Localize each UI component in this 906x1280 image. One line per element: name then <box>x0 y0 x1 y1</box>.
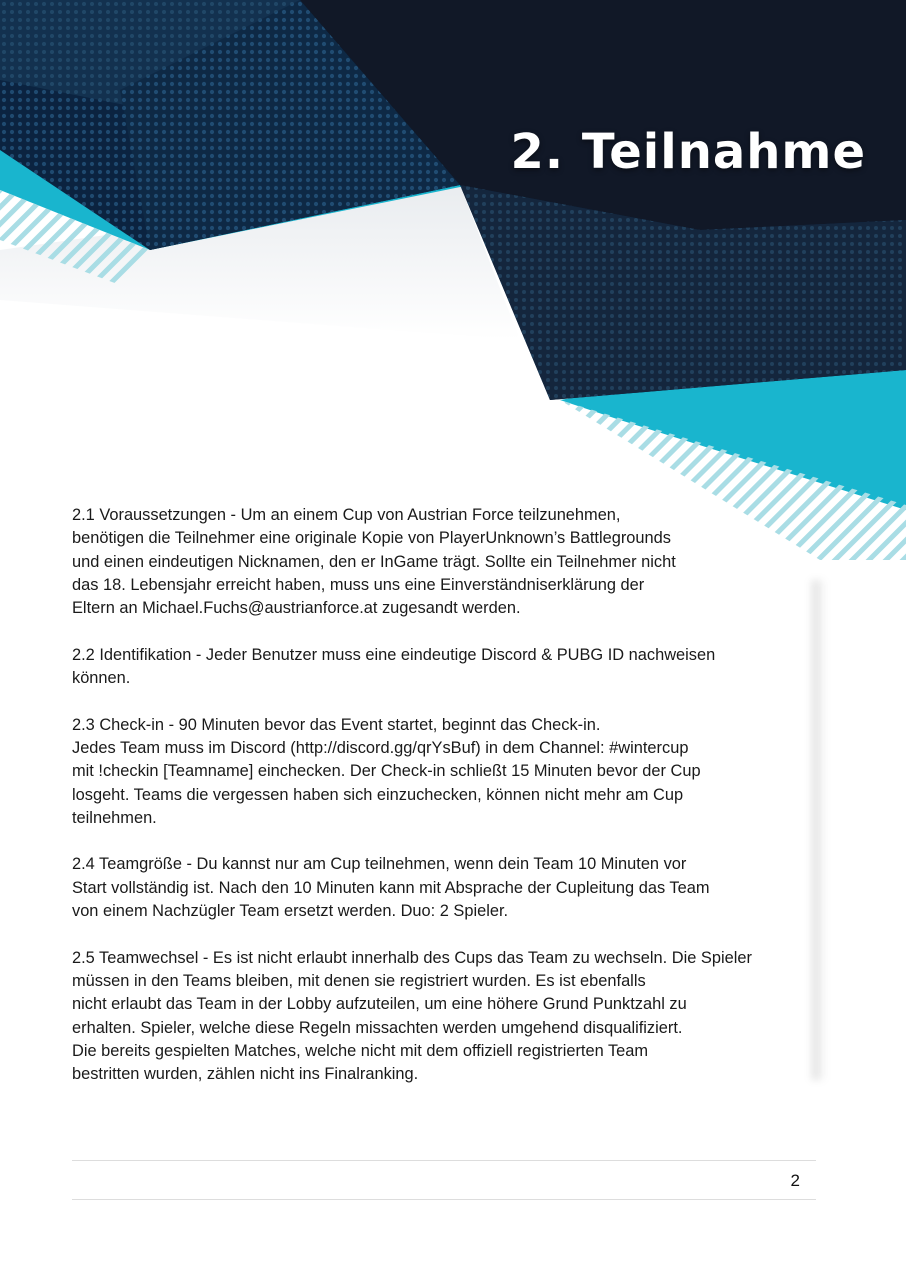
text-line: 2.5 Teamwechsel - Es ist nicht erlaubt innerhalb des Cups das Team zu wechseln. Die Spieler <box>72 948 752 967</box>
page-number: 2 <box>790 1171 800 1190</box>
header-decoration <box>0 0 906 560</box>
text-line: müssen in den Teams bleiben, mit denen sie registriert wurden. Es ist ebenfalls <box>72 971 646 990</box>
text-line: erhalten. Spieler, welche diese Regeln missachten werden umgehend disqualifiziert. <box>72 1018 683 1037</box>
section-2-4 <box>72 853 812 923</box>
text-line: und einen eindeutigen Nicknamen, den er InGame trägt. Sollte ein Teilnehmer nicht <box>72 552 676 571</box>
page-title: 2. Teilnahme <box>510 124 866 180</box>
text-line: mit !checkin [Teamname] einchecken. Der Check-in schließt 15 Minuten bevor der Cup <box>72 762 701 781</box>
text-line: Die bereits gespielten Matches, welche nicht mit dem offiziell registrierten Team <box>72 1041 649 1060</box>
section-2-3 <box>72 714 812 830</box>
text-line: 2.4 Teamgröße - Du kannst nur am Cup teilnehmen, wenn dein Team 10 Minuten vor <box>72 855 687 874</box>
text-line: 2.1 Voraussetzungen - Um an einem Cup von Austrian Force teilzunehmen, <box>72 506 621 524</box>
text-line: können. <box>72 669 131 688</box>
text-line: Jedes Team muss im Discord (http://discord.gg/qrYsBuf) in dem Channel: #wintercup <box>72 738 689 757</box>
text-line: 2.2 Identifikation - Jeder Benutzer muss eine eindeutige Discord & PUBG ID nachweisen <box>72 645 716 664</box>
text-line: teilnehmen. <box>72 808 157 827</box>
section-2-2 <box>72 644 812 691</box>
side-shadow <box>812 580 826 1080</box>
text-line: bestritten wurden, zählen nicht ins Finalranking. <box>72 1065 419 1084</box>
section-2-5 <box>72 947 812 1087</box>
text-line: 2.3 Check-in - 90 Minuten bevor das Event startet, beginnt das Check-in. <box>72 715 601 734</box>
text-line: Eltern an Michael.Fuchs@austrianforce.at zugesandt werden. <box>72 599 521 618</box>
footer-divider-top <box>72 1160 816 1161</box>
document-body <box>72 504 812 1110</box>
text-line: benötigen die Teilnehmer eine originale Kopie von PlayerUnknown’s Battlegrounds <box>72 529 671 548</box>
footer-divider-bottom <box>72 1199 816 1200</box>
text-line: das 18. Lebensjahr erreicht haben, muss uns eine Einverständniserklärung der <box>72 575 645 594</box>
text-line: nicht erlaubt das Team in der Lobby aufzuteilen, um eine höhere Grund Punktzahl zu <box>72 995 687 1014</box>
text-line: losgeht. Teams die vergessen haben sich einzuchecken, können nicht mehr am Cup <box>72 785 684 804</box>
text-line: von einem Nachzügler Team ersetzt werden. Duo: 2 Spieler. <box>72 902 509 921</box>
section-2-1 <box>72 504 812 620</box>
text-line: Start vollständig ist. Nach den 10 Minuten kann mit Absprache der Cupleitung das Team <box>72 878 710 897</box>
